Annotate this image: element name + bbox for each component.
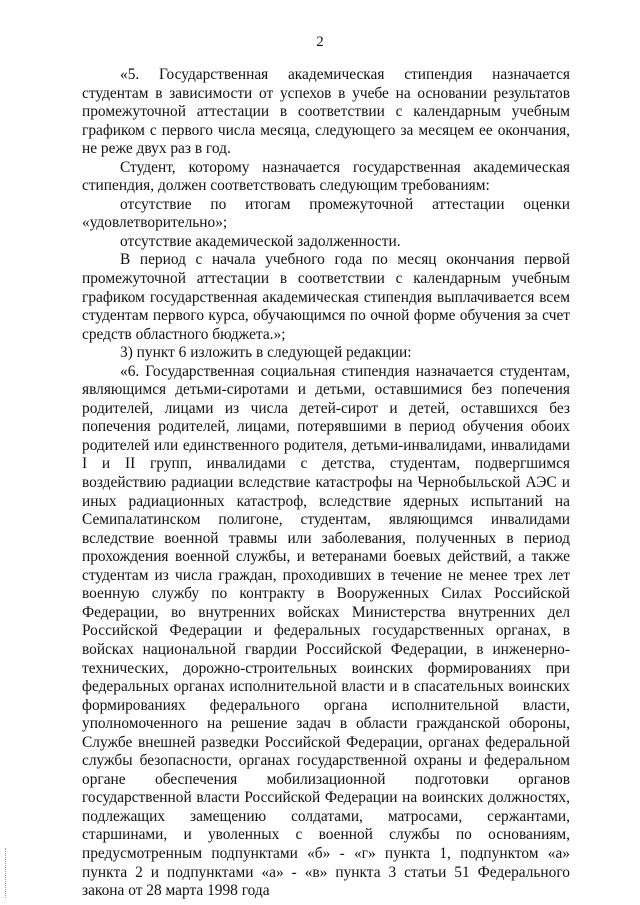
paragraph-requirement-grades: отсутствие по итогам промежуточной аттестации оценки «удовлетворительно»; (82, 195, 570, 232)
paragraph-requirement-no-debt: отсутствие академической задолженности. (120, 232, 401, 250)
page-number: 2 (316, 34, 324, 50)
paragraph-student-requirements: Студент, которому назначается государственная академическая стипендия, должен соответствовать следующим требованиям: (82, 158, 570, 195)
paragraph-first-year-payment: В период с начала учебного года по месяц окончания первой промежуточной аттестации в соответствии с календарным учебным графиком государственная академическая стипендия выплачивается всем студентам первого курса, обучающимся по очной форме обучения за счет средств областного бюджета.»; (82, 251, 570, 343)
paragraph-scholarship-clause-5: «5. Государственная академическая стипендия назначается студентам в зависимости от успехов в учебе на основании результатов промежуточной аттестации в соответствии с календарным учебным графиком с первого числа месяца, следующего за месяцем ее окончания, не реже двух раз в год. (82, 66, 570, 158)
scan-edge-mark (5, 848, 7, 898)
document-body (82, 66, 570, 901)
paragraph-social-scholarship-clause-6: «6. Государственная социальная стипендия назначается студентам, являющимся детьми-сиротами и детьми, оставшимися без попечения родителей, лицами из числа детей-сирот и детей, оставшихся без попечения родителей, лицами, потерявшими в период обучения обоих родителей или единственного родителя, детьми-инвалидами, инвалидами I и II групп, инвалидами с детства, студентам, подвергшимся воздействию радиации вследствие катастрофы на Чернобыльской АЭС и иных радиационных катастроф, вследствие ядерных испытаний на Семипалатинском полигоне, студентам, являющимся инвалидами вследствие военной травмы или заболевания, полученных в период прохождения военной службы, и ветеранами боевых действий, а также студентам из числа граждан, проходивших в течение не менее трех лет военную службу по контракту в Вооруженных Силах Российской Федерации, во внутренних войсках Министерства внутренних дел Российской Федерации и федеральных государственных органах, в войсках национальной гвардии Российской Федерации, в инженерно-технических, дорожно-строительных воинских формированиях при федеральных органах исполнительной власти и в спасательных воинских формированиях федерального органа исполнительной власти, уполномоченного на решение задач в области гражданской обороны, Службе внешней разведки Российской Федерации, органах федеральной службы безопасности, органах государственной охраны и федеральном органе обеспечения мобилизационной подготовки органов государственной власти Российской Федерации на воинских должностях, подлежащих замещению солдатами, матросами, сержантами, старшинами, и уволенных с военной службы по основаниям, предусмотренным подпунктами «б» - «г» пункта 1, подпунктом «а» пункта 2 и подпунктами «а» - «в» пункта 3 статьи 51 Федерального закона от 28 марта 1998 года (82, 362, 570, 900)
paragraph-amend-point-6: 3) пункт 6 изложить в следующей редакции: (120, 344, 412, 362)
